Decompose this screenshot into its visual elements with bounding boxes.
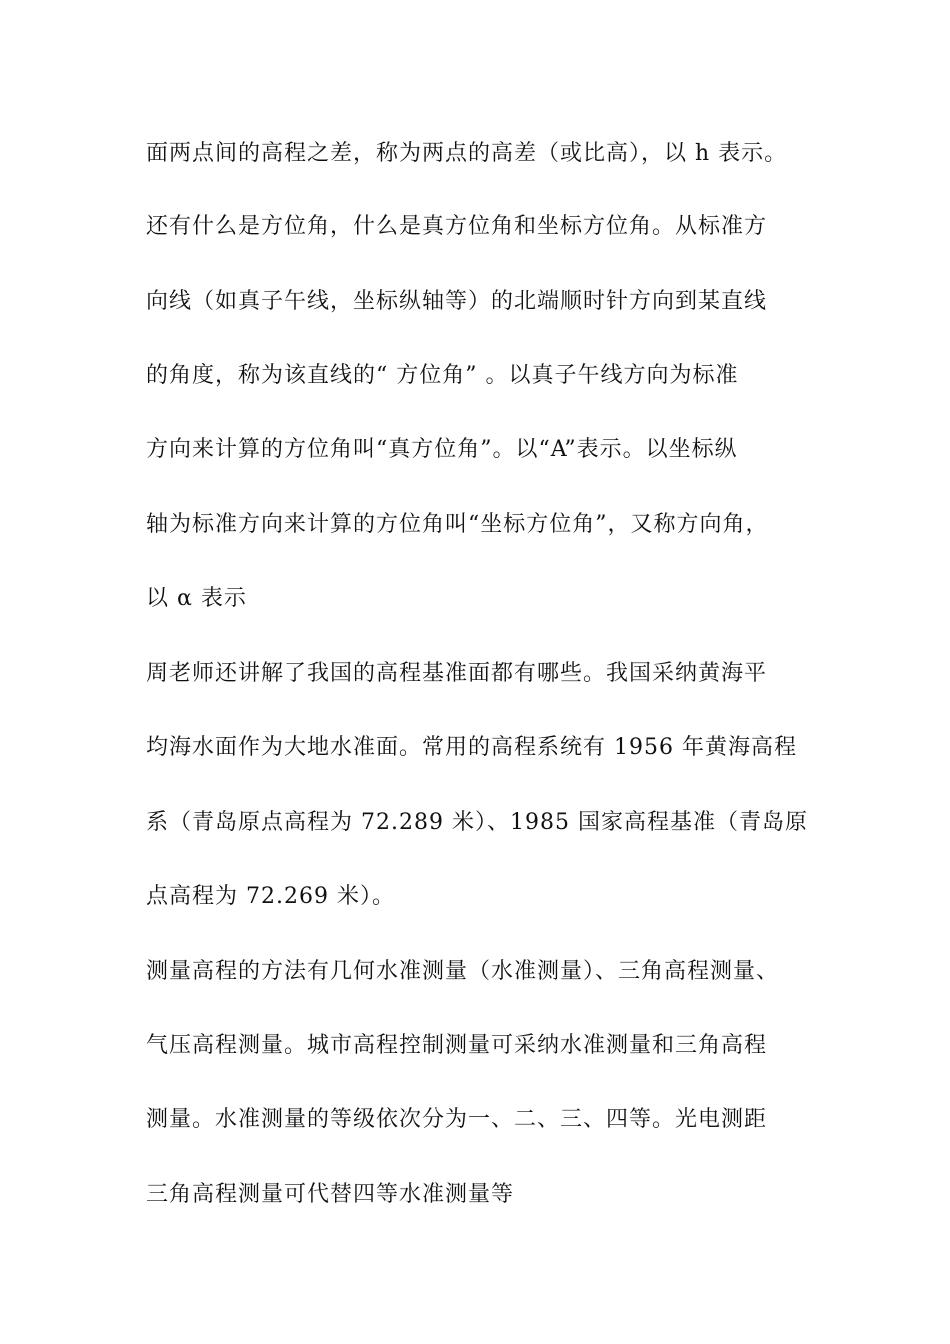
text-line: 面两点间的高程之差，称为两点的高差（或比高），以 h 表示。 — [146, 141, 788, 166]
text-line: 以 α 表示 — [146, 586, 247, 611]
text-line: 均海水面作为大地水准面。常用的高程系统有 1956 年黄海高程 — [146, 735, 797, 760]
text-line: 方向来计算的方位角叫“真方位角”。以“A”表示。以坐标纵 — [146, 437, 738, 462]
text-line: 的角度，称为该直线的“ 方位角” 。以真子午线方向为标准 — [146, 363, 739, 388]
text-line: 周老师还讲解了我国的高程基准面都有哪些。我国采纳黄海平 — [146, 661, 768, 686]
text-line: 点高程为 72.269 米）。 — [146, 884, 395, 909]
text-line: 系（青岛原点高程为 72.289 米）、1985 国家高程基准（青岛原 — [146, 810, 808, 835]
text-line: 还有什么是方位角，什么是真方位角和坐标方位角。从标准方 — [146, 214, 768, 239]
text-line: 测量高程的方法有几何水准测量（水准测量）、三角高程测量、 — [146, 959, 780, 984]
text-line: 轴为标准方向来计算的方位角叫“坐标方位角”，又称方向角， — [146, 512, 769, 537]
text-line: 气压高程测量。城市高程控制测量可采纳水准测量和三角高程 — [146, 1033, 768, 1058]
text-line: 三角高程测量可代替四等水准测量等 — [146, 1182, 515, 1207]
text-line: 测量。水准测量的等级依次分为一、二、三、四等。光电测距 — [146, 1107, 768, 1132]
text-line: 向线（如真子午线，坐标纵轴等）的北端顺时针方向到某直线 — [146, 289, 768, 314]
